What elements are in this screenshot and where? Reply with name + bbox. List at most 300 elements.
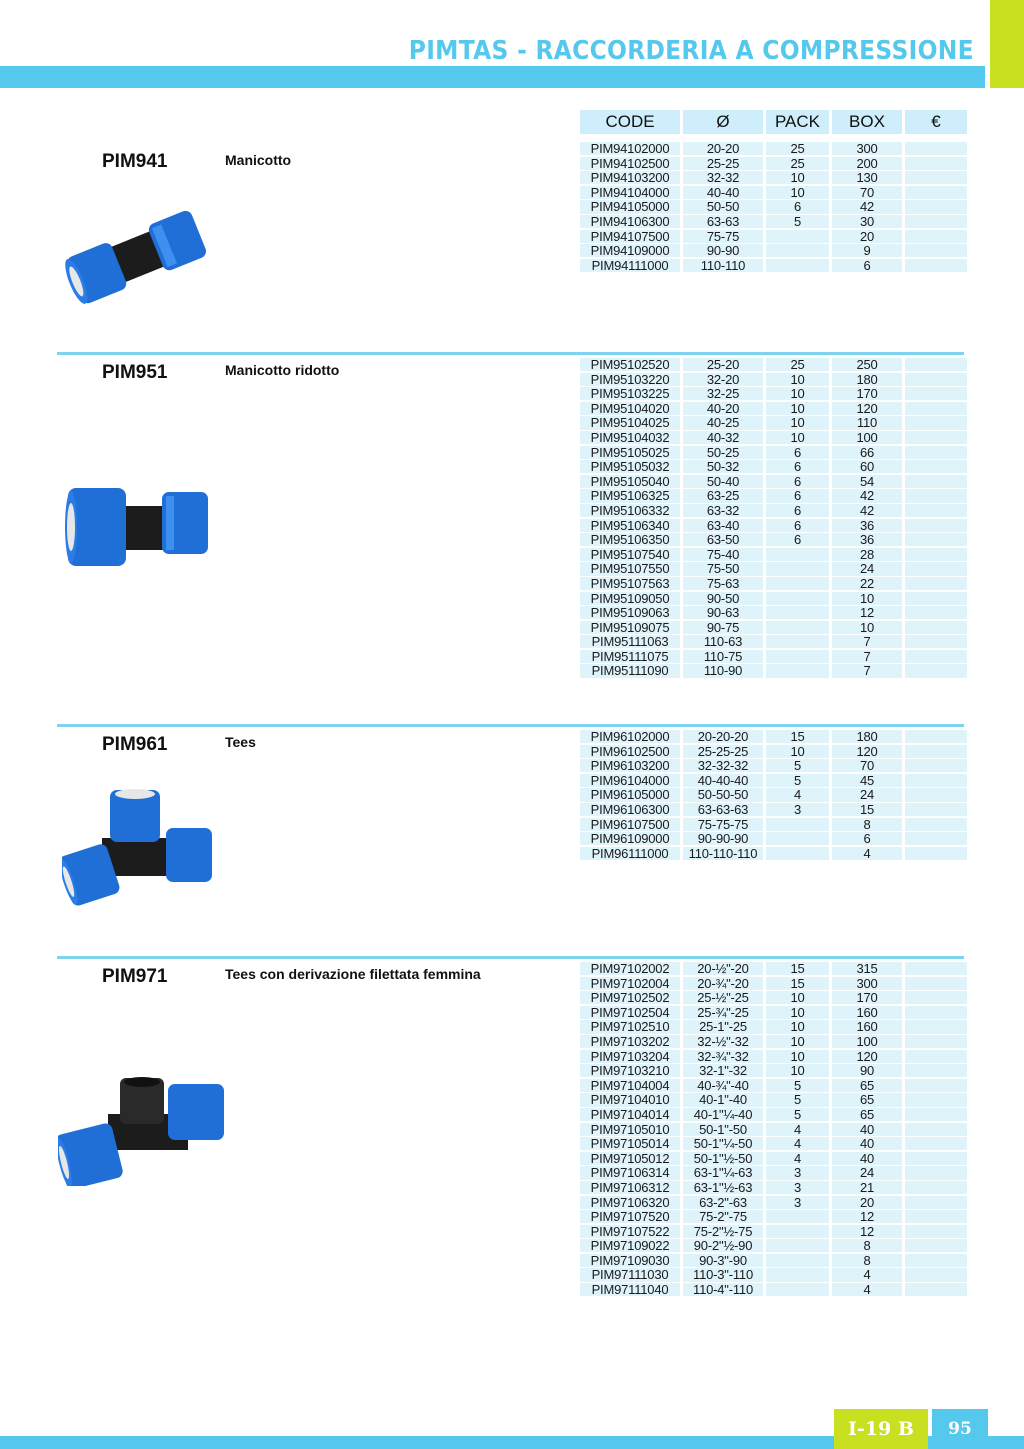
cell-code: PIM96106300 <box>580 803 680 816</box>
cell-code: PIM95103220 <box>580 373 680 386</box>
cell-code: PIM97103202 <box>580 1035 680 1048</box>
cell-price <box>905 818 967 831</box>
cell-price <box>905 1050 967 1063</box>
cell-code: PIM95111063 <box>580 635 680 648</box>
table-row <box>580 818 967 833</box>
table-row <box>580 1268 967 1283</box>
cell-box: 24 <box>832 788 902 801</box>
cell-pack: 4 <box>766 1123 829 1136</box>
cell-diameter: 110-4"-110 <box>683 1283 763 1296</box>
cell-box: 300 <box>832 142 902 155</box>
cell-diameter: 110-110-110 <box>683 847 763 860</box>
cell-pack <box>766 606 829 619</box>
table-row <box>580 358 967 373</box>
cell-price <box>905 1093 967 1106</box>
table-row <box>580 475 967 490</box>
cell-code: PIM97107520 <box>580 1210 680 1223</box>
table-row <box>580 1225 967 1240</box>
cell-diameter: 25-½"-25 <box>683 991 763 1004</box>
table-row <box>580 489 967 504</box>
cell-box: 130 <box>832 171 902 184</box>
cell-diameter: 50-32 <box>683 460 763 473</box>
cell-box: 70 <box>832 186 902 199</box>
cell-diameter: 110-90 <box>683 664 763 677</box>
cell-box: 40 <box>832 1137 902 1150</box>
cell-price <box>905 1006 967 1019</box>
cell-code: PIM97102504 <box>580 1006 680 1019</box>
cell-price <box>905 215 967 228</box>
cell-box: 200 <box>832 157 902 170</box>
table-row <box>580 577 967 592</box>
cell-diameter: 90-90-90 <box>683 832 763 845</box>
column-header-box: BOX <box>832 110 902 134</box>
cell-code: PIM95104025 <box>580 416 680 429</box>
cell-pack: 6 <box>766 489 829 502</box>
cell-code: PIM95109075 <box>580 621 680 634</box>
cell-box: 20 <box>832 1196 902 1209</box>
cell-price <box>905 387 967 400</box>
cell-pack: 6 <box>766 200 829 213</box>
table-row <box>580 730 967 745</box>
cell-price <box>905 847 967 860</box>
cell-code: PIM96102000 <box>580 730 680 743</box>
cell-pack: 3 <box>766 1166 829 1179</box>
cell-code: PIM97102004 <box>580 977 680 990</box>
cell-box: 250 <box>832 358 902 371</box>
cell-price <box>905 475 967 488</box>
table-row <box>580 635 967 650</box>
table-row <box>580 1093 967 1108</box>
cell-price <box>905 759 967 772</box>
cell-box: 45 <box>832 774 902 787</box>
coupling-image <box>62 208 212 308</box>
cell-code: PIM97102502 <box>580 991 680 1004</box>
cell-pack <box>766 818 829 831</box>
cell-code: PIM95107563 <box>580 577 680 590</box>
cell-code: PIM95105032 <box>580 460 680 473</box>
cell-diameter: 25-20 <box>683 358 763 371</box>
cell-code: PIM95106350 <box>580 533 680 546</box>
cell-diameter: 32-½"-32 <box>683 1035 763 1048</box>
cell-pack: 10 <box>766 1006 829 1019</box>
table-row <box>580 259 967 274</box>
cell-pack: 10 <box>766 402 829 415</box>
table-row <box>580 621 967 636</box>
cell-code: PIM97111030 <box>580 1268 680 1281</box>
cell-diameter: 40-1"-40 <box>683 1093 763 1106</box>
cell-pack <box>766 577 829 590</box>
table-pim971 <box>580 962 967 1298</box>
cell-box: 6 <box>832 259 902 272</box>
cell-box: 30 <box>832 215 902 228</box>
cell-code: PIM97104014 <box>580 1108 680 1121</box>
cell-diameter: 40-32 <box>683 431 763 444</box>
table-row <box>580 759 967 774</box>
cell-diameter: 63-2"-63 <box>683 1196 763 1209</box>
cell-diameter: 32-1"-32 <box>683 1064 763 1077</box>
cell-box: 300 <box>832 977 902 990</box>
cell-code: PIM95102520 <box>580 358 680 371</box>
section-divider <box>57 956 964 959</box>
cell-box: 10 <box>832 592 902 605</box>
cell-box: 24 <box>832 1166 902 1179</box>
cell-diameter: 40-20 <box>683 402 763 415</box>
cell-diameter: 40-¾"-40 <box>683 1079 763 1092</box>
cell-code: PIM95107540 <box>580 548 680 561</box>
cell-code: PIM97109022 <box>580 1239 680 1252</box>
table-row <box>580 745 967 760</box>
cell-price <box>905 562 967 575</box>
cell-diameter: 110-3"-110 <box>683 1268 763 1281</box>
cell-pack: 4 <box>766 1137 829 1150</box>
cell-price <box>905 1035 967 1048</box>
cell-diameter: 32-32-32 <box>683 759 763 772</box>
cell-box: 40 <box>832 1152 902 1165</box>
cell-diameter: 50-1"-50 <box>683 1123 763 1136</box>
cell-pack: 15 <box>766 730 829 743</box>
cell-code: PIM95106325 <box>580 489 680 502</box>
product-code: PIM961 <box>102 734 168 755</box>
cell-price <box>905 991 967 1004</box>
table-row <box>580 803 967 818</box>
cell-pack: 10 <box>766 171 829 184</box>
cell-box: 180 <box>832 730 902 743</box>
cell-diameter: 63-1"¼-63 <box>683 1166 763 1179</box>
cell-diameter: 110-75 <box>683 650 763 663</box>
cell-code: PIM94106300 <box>580 215 680 228</box>
table-row <box>580 215 967 230</box>
cell-box: 21 <box>832 1181 902 1194</box>
cell-price <box>905 592 967 605</box>
cell-price <box>905 1254 967 1267</box>
product-code: PIM941 <box>102 151 168 172</box>
cell-price <box>905 416 967 429</box>
table-pim951 <box>580 358 967 679</box>
table-row <box>580 1123 967 1138</box>
cell-code: PIM97106312 <box>580 1181 680 1194</box>
cell-box: 315 <box>832 962 902 975</box>
column-header-code: CODE <box>580 110 680 134</box>
table-row <box>580 1166 967 1181</box>
cell-code: PIM95105040 <box>580 475 680 488</box>
cell-pack: 10 <box>766 1020 829 1033</box>
cell-box: 180 <box>832 373 902 386</box>
cell-box: 70 <box>832 759 902 772</box>
cell-diameter: 63-63 <box>683 215 763 228</box>
cell-diameter: 90-75 <box>683 621 763 634</box>
cell-diameter: 63-63-63 <box>683 803 763 816</box>
table-row <box>580 519 967 534</box>
cell-price <box>905 1225 967 1238</box>
cell-diameter: 50-1"½-50 <box>683 1152 763 1165</box>
header-green-corner <box>990 0 1024 88</box>
cell-price <box>905 230 967 243</box>
cell-diameter: 63-50 <box>683 533 763 546</box>
cell-code: PIM94103200 <box>580 171 680 184</box>
cell-code: PIM94105000 <box>580 200 680 213</box>
table-row <box>580 962 967 977</box>
cell-code: PIM97104010 <box>580 1093 680 1106</box>
cell-price <box>905 730 967 743</box>
cell-pack: 6 <box>766 533 829 546</box>
cell-code: PIM96109000 <box>580 832 680 845</box>
cell-diameter: 32-32 <box>683 171 763 184</box>
table-row <box>580 402 967 417</box>
cell-diameter: 40-40 <box>683 186 763 199</box>
cell-box: 7 <box>832 635 902 648</box>
table-row <box>580 1152 967 1167</box>
cell-box: 6 <box>832 832 902 845</box>
cell-price <box>905 962 967 975</box>
cell-pack <box>766 259 829 272</box>
table-row <box>580 460 967 475</box>
cell-pack <box>766 548 829 561</box>
cell-box: 40 <box>832 1123 902 1136</box>
cell-code: PIM95106332 <box>580 504 680 517</box>
cell-diameter: 40-25 <box>683 416 763 429</box>
table-row <box>580 1035 967 1050</box>
column-header-diameter: Ø <box>683 110 763 134</box>
cell-pack: 4 <box>766 788 829 801</box>
table-row <box>580 387 967 402</box>
cell-box: 7 <box>832 650 902 663</box>
table-row <box>580 142 967 157</box>
table-row <box>580 1196 967 1211</box>
cell-diameter: 20-20-20 <box>683 730 763 743</box>
cell-box: 8 <box>832 1239 902 1252</box>
table-row <box>580 650 967 665</box>
section-divider <box>57 724 964 727</box>
cell-price <box>905 977 967 990</box>
cell-diameter: 75-2"-75 <box>683 1210 763 1223</box>
cell-pack <box>766 562 829 575</box>
cell-diameter: 50-25 <box>683 446 763 459</box>
cell-code: PIM97103210 <box>580 1064 680 1077</box>
cell-pack <box>766 1225 829 1238</box>
cell-price <box>905 548 967 561</box>
cell-diameter: 50-40 <box>683 475 763 488</box>
cell-box: 60 <box>832 460 902 473</box>
cell-price <box>905 635 967 648</box>
cell-pack: 10 <box>766 1064 829 1077</box>
table-row <box>580 157 967 172</box>
cell-code: PIM94104000 <box>580 186 680 199</box>
table-pim961 <box>580 730 967 861</box>
cell-box: 100 <box>832 1035 902 1048</box>
cell-diameter: 110-110 <box>683 259 763 272</box>
cell-code: PIM95105025 <box>580 446 680 459</box>
cell-price <box>905 186 967 199</box>
cell-box: 12 <box>832 606 902 619</box>
cell-diameter: 32-20 <box>683 373 763 386</box>
cell-box: 120 <box>832 1050 902 1063</box>
cell-diameter: 75-50 <box>683 562 763 575</box>
cell-box: 120 <box>832 402 902 415</box>
cell-code: PIM95106340 <box>580 519 680 532</box>
cell-diameter: 20-¾"-20 <box>683 977 763 990</box>
cell-price <box>905 244 967 257</box>
cell-price <box>905 358 967 371</box>
cell-diameter: 25-1"-25 <box>683 1020 763 1033</box>
table-row <box>580 533 967 548</box>
cell-box: 22 <box>832 577 902 590</box>
table-row <box>580 186 967 201</box>
cell-pack <box>766 1283 829 1296</box>
cell-box: 42 <box>832 489 902 502</box>
cell-code: PIM96111000 <box>580 847 680 860</box>
cell-box: 42 <box>832 200 902 213</box>
cell-price <box>905 1283 967 1296</box>
cell-price <box>905 431 967 444</box>
cell-code: PIM97106314 <box>580 1166 680 1179</box>
cell-price <box>905 1210 967 1223</box>
cell-price <box>905 504 967 517</box>
cell-box: 12 <box>832 1225 902 1238</box>
cell-box: 8 <box>832 1254 902 1267</box>
cell-pack: 15 <box>766 977 829 990</box>
cell-pack: 5 <box>766 1108 829 1121</box>
cell-price <box>905 171 967 184</box>
cell-pack: 3 <box>766 803 829 816</box>
table-row <box>580 847 967 862</box>
cell-code: PIM97109030 <box>580 1254 680 1267</box>
cell-code: PIM94102000 <box>580 142 680 155</box>
cell-diameter: 50-50-50 <box>683 788 763 801</box>
cell-diameter: 75-2"½-75 <box>683 1225 763 1238</box>
cell-price <box>905 1152 967 1165</box>
cell-price <box>905 832 967 845</box>
cell-diameter: 75-40 <box>683 548 763 561</box>
reducing-coupling-image <box>62 484 212 574</box>
table-row <box>580 200 967 215</box>
cell-code: PIM95109063 <box>580 606 680 619</box>
cell-price <box>905 460 967 473</box>
table-row <box>580 504 967 519</box>
product-name: Tees con derivazione filettata femmina <box>225 966 481 982</box>
cell-code: PIM95104020 <box>580 402 680 415</box>
cell-code: PIM94111000 <box>580 259 680 272</box>
cell-code: PIM95111075 <box>580 650 680 663</box>
table-row <box>580 1239 967 1254</box>
product-name: Manicotto ridotto <box>225 362 340 378</box>
cell-diameter: 32-25 <box>683 387 763 400</box>
cell-pack <box>766 592 829 605</box>
cell-pack <box>766 847 829 860</box>
cell-price <box>905 1196 967 1209</box>
table-row <box>580 977 967 992</box>
cell-pack: 10 <box>766 373 829 386</box>
cell-pack: 10 <box>766 1050 829 1063</box>
cell-price <box>905 157 967 170</box>
cell-code: PIM95107550 <box>580 562 680 575</box>
cell-box: 65 <box>832 1079 902 1092</box>
cell-diameter: 63-25 <box>683 489 763 502</box>
cell-code: PIM97111040 <box>580 1283 680 1296</box>
cell-code: PIM96104000 <box>580 774 680 787</box>
cell-code: PIM97106320 <box>580 1196 680 1209</box>
cell-box: 4 <box>832 1268 902 1281</box>
cell-box: 24 <box>832 562 902 575</box>
page-title: PIMTAS - RACCORDERIA A COMPRESSIONE <box>408 36 974 66</box>
cell-diameter: 63-40 <box>683 519 763 532</box>
cell-diameter: 32-¾"-32 <box>683 1050 763 1063</box>
product-name: Manicotto <box>225 152 292 168</box>
cell-diameter: 20-20 <box>683 142 763 155</box>
cell-pack <box>766 1254 829 1267</box>
cell-box: 110 <box>832 416 902 429</box>
table-row <box>580 1079 967 1094</box>
cell-pack <box>766 621 829 634</box>
cell-code: PIM96105000 <box>580 788 680 801</box>
cell-box: 160 <box>832 1006 902 1019</box>
cell-price <box>905 1064 967 1077</box>
cell-pack: 5 <box>766 774 829 787</box>
cell-pack: 3 <box>766 1196 829 1209</box>
cell-price <box>905 1166 967 1179</box>
table-row <box>580 1020 967 1035</box>
page-number: 95 <box>932 1409 988 1449</box>
cell-box: 42 <box>832 504 902 517</box>
cell-pack: 4 <box>766 1152 829 1165</box>
cell-price <box>905 650 967 663</box>
cell-pack: 3 <box>766 1181 829 1194</box>
cell-price <box>905 621 967 634</box>
cell-price <box>905 745 967 758</box>
cell-box: 10 <box>832 621 902 634</box>
cell-box: 9 <box>832 244 902 257</box>
cell-box: 36 <box>832 519 902 532</box>
table-row <box>580 1181 967 1196</box>
table-row <box>580 1137 967 1152</box>
footer-section-label: I-19 B <box>834 1409 928 1449</box>
cell-diameter: 90-3"-90 <box>683 1254 763 1267</box>
table-row <box>580 1050 967 1065</box>
cell-box: 7 <box>832 664 902 677</box>
cell-code: PIM95111090 <box>580 664 680 677</box>
cell-price <box>905 1239 967 1252</box>
table-row <box>580 244 967 259</box>
cell-pack: 15 <box>766 962 829 975</box>
table-row <box>580 446 967 461</box>
cell-price <box>905 373 967 386</box>
table-row <box>580 592 967 607</box>
cell-code: PIM97102002 <box>580 962 680 975</box>
cell-code: PIM97103204 <box>580 1050 680 1063</box>
table-row <box>580 1210 967 1225</box>
cell-pack: 5 <box>766 1093 829 1106</box>
section-divider <box>57 352 964 355</box>
cell-price <box>905 577 967 590</box>
cell-box: 170 <box>832 991 902 1004</box>
cell-pack: 6 <box>766 504 829 517</box>
cell-price <box>905 803 967 816</box>
cell-pack <box>766 244 829 257</box>
cell-code: PIM94102500 <box>580 157 680 170</box>
cell-diameter: 25-25-25 <box>683 745 763 758</box>
cell-price <box>905 1123 967 1136</box>
cell-pack: 10 <box>766 745 829 758</box>
cell-box: 4 <box>832 1283 902 1296</box>
cell-pack: 25 <box>766 157 829 170</box>
cell-pack: 25 <box>766 142 829 155</box>
cell-pack <box>766 1239 829 1252</box>
cell-box: 15 <box>832 803 902 816</box>
cell-price <box>905 606 967 619</box>
cell-code: PIM95104032 <box>580 431 680 444</box>
cell-diameter: 25-25 <box>683 157 763 170</box>
cell-pack <box>766 1268 829 1281</box>
cell-code: PIM95103225 <box>580 387 680 400</box>
